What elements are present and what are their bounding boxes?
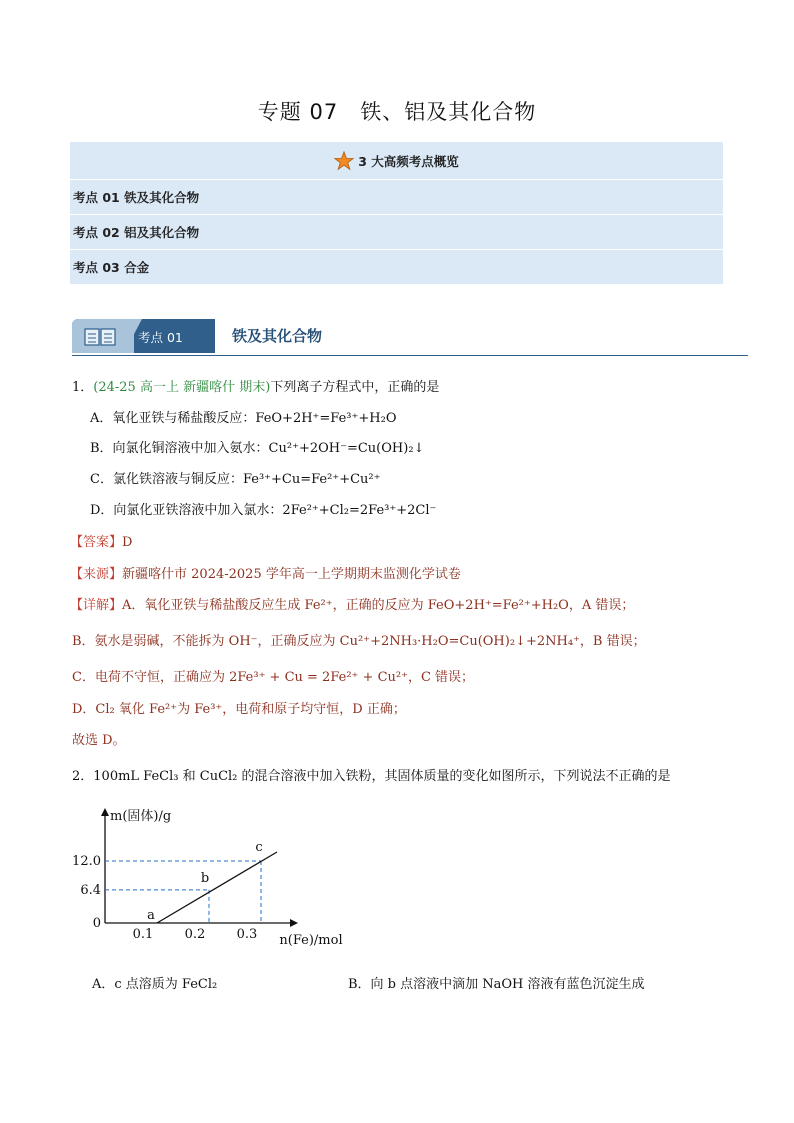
section-divider — [72, 355, 748, 356]
point-label-b: b — [200, 870, 210, 886]
y-tick-label: 12.0 — [72, 854, 101, 869]
y-tick-label: 6.4 — [80, 882, 101, 898]
detail-d: D．Cl₂ 氧化 Fe²⁺为 Fe³⁺，电荷和原子均守恒，D 正确； — [72, 702, 406, 717]
q2-stem: 2．100mL FeCl₃ 和 CuCl₂ 的混合溶液中加入铁粉，其固体质量的变化如图所示，下列说法不正确的是 — [72, 769, 671, 784]
y-axis-label: m(固体)/g — [110, 809, 172, 824]
x-axis-label: n(Fe)/mol — [279, 933, 343, 948]
detail-a: A．氧化亚铁与稀盐酸反应生成 Fe²⁺，正确的反应为 FeO+2H⁺=Fe²⁺+H₂O，A 错误； — [122, 598, 635, 613]
answer-label: 【答案】 — [70, 535, 123, 550]
q1-option-c: C．氯化铁溶液与铜反应：Fe³⁺+Cu=Fe²⁺+Cu²⁺ — [90, 472, 381, 487]
conclusion: 故选 D。 — [72, 733, 126, 748]
answer-value: D — [122, 535, 133, 550]
detail-b: B．氨水是弱碱，不能拆为 OH⁻，正确反应为 Cu²⁺+2NH₃·H₂O=Cu(OH)₂↓+2NH₄⁺，B 错误； — [72, 634, 646, 649]
q1-number: 1． — [72, 380, 94, 395]
point-label-c: c — [255, 840, 263, 855]
section-tab-label: 考点 01 — [138, 330, 183, 345]
overview-box — [70, 142, 723, 285]
y-tick-label: 0 — [92, 916, 101, 931]
x-tick-label: 0.2 — [184, 927, 206, 942]
point-label-a: a — [147, 908, 155, 923]
q1-answer-line — [70, 531, 132, 550]
book-icon — [84, 328, 116, 346]
y-axis-arrow — [101, 808, 109, 816]
data-line — [157, 852, 277, 923]
detail-label: 【详解】 — [70, 598, 123, 613]
star-icon — [334, 151, 354, 171]
q1-stem-line — [72, 376, 439, 395]
q2-option-a: A．c 点溶质为 FeCl₂ — [92, 977, 218, 992]
section-header — [72, 319, 748, 359]
x-axis-arrow — [290, 919, 298, 927]
mass-vs-iron-chart — [72, 802, 366, 952]
section-tab — [72, 319, 215, 353]
q1-stem: 下列离子方程式中，正确的是 — [270, 380, 440, 395]
source-label: 【来源】 — [70, 567, 123, 582]
page-title: 专题 07 铁、铝及其化合物 — [257, 100, 537, 124]
q1-option-d: D．向氯化亚铁溶液中加入氯水：2Fe²⁺+Cl₂=2Fe³⁺+2Cl⁻ — [90, 503, 437, 518]
overview-item-2[interactable]: 考点 02 铝及其化合物 — [70, 215, 723, 250]
q2-option-b: B．向 b 点溶液中滴加 NaOH 溶液有蓝色沉淀生成 — [348, 977, 645, 992]
overview-item-1[interactable]: 考点 01 铁及其化合物 — [70, 180, 723, 215]
x-tick-label: 0.3 — [236, 927, 258, 942]
q1-source-tag: (24-25 高一上 新疆喀什 期末) — [93, 380, 271, 395]
q1-detail-a-line — [70, 594, 634, 613]
section-title: 铁及其化合物 — [232, 327, 323, 345]
overview-item-3[interactable]: 考点 03 合金 — [70, 250, 723, 285]
overview-header: 3 大高频考点概览 — [70, 142, 723, 180]
q1-option-a: A．氧化亚铁与稀盐酸反应：FeO+2H⁺=Fe³⁺+H₂O — [90, 411, 397, 426]
x-tick-label: 0.1 — [132, 927, 154, 942]
q1-option-b: B．向氯化铜溶液中加入氨水：Cu²⁺+2OH⁻=Cu(OH)₂↓ — [90, 441, 425, 456]
source-text: 新疆喀什市 2024-2025 学年高一上学期期末监测化学试卷 — [122, 567, 461, 582]
q1-source-line — [70, 563, 461, 582]
detail-c: C．电荷不守恒，正确应为 2Fe³⁺ + Cu = 2Fe²⁺ + Cu²⁺，C 错误； — [72, 670, 475, 685]
